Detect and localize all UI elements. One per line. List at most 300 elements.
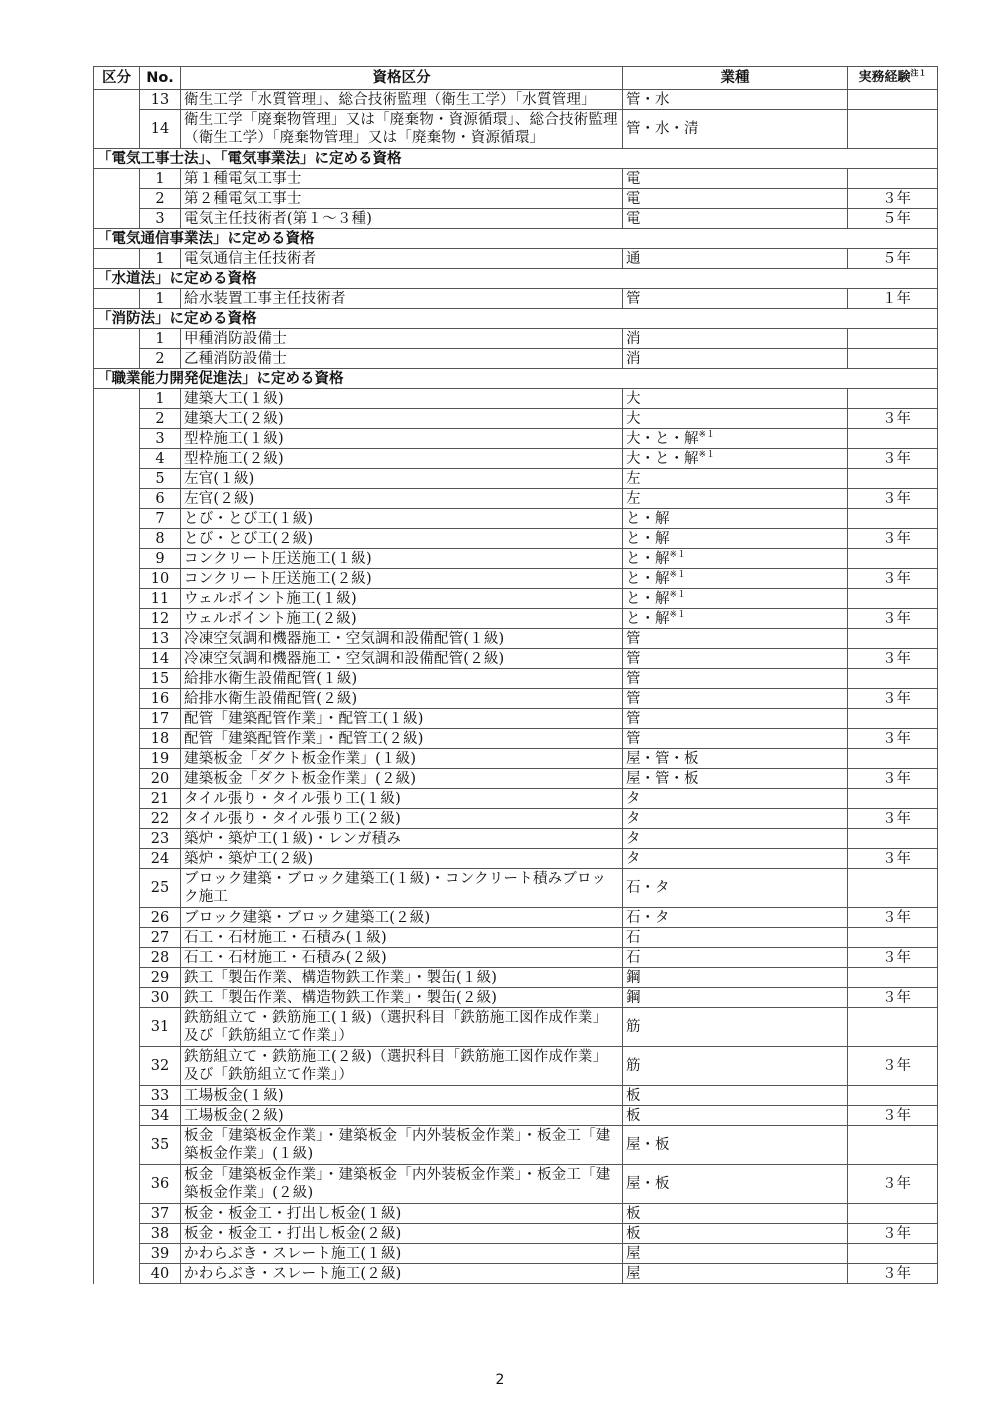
experience-years — [848, 1126, 938, 1165]
gyoshu-cell — [623, 629, 848, 649]
gyoshu-cell — [623, 549, 848, 569]
gyoshu-value: 管 — [626, 670, 641, 687]
qualification-name: とび・とび工(１級) — [181, 509, 623, 529]
experience-years — [848, 469, 938, 489]
row-number: 36 — [140, 1165, 181, 1204]
gyoshu-note: ※１ — [669, 549, 687, 560]
kubun-cell — [94, 469, 140, 489]
row-number: 6 — [140, 489, 181, 509]
gyoshu-cell — [623, 749, 848, 769]
section-title: 「職業能力開発促進法」に定める資格 — [94, 369, 938, 389]
experience-years: ３年 — [848, 649, 938, 669]
experience-years — [848, 749, 938, 769]
qualification-name: タイル張り・タイル張り工(２級) — [181, 809, 623, 829]
table-row — [94, 169, 938, 189]
table-row — [94, 189, 938, 209]
row-number: 22 — [140, 809, 181, 829]
qualification-name: 鉄筋組立て・鉄筋施工(１級)（選択科目「鉄筋施工図作成作業」及び「鉄筋組立て作業」） — [181, 1008, 623, 1047]
row-number: 1 — [140, 289, 181, 309]
kubun-cell — [94, 1224, 140, 1244]
experience-years — [848, 169, 938, 189]
table-row — [94, 968, 938, 988]
kubun-cell — [94, 1264, 140, 1284]
row-number: 2 — [140, 409, 181, 429]
row-number: 2 — [140, 189, 181, 209]
qualification-name: 建築大工(１級) — [181, 389, 623, 409]
table-row — [94, 1165, 938, 1204]
gyoshu-value: 電 — [626, 170, 641, 187]
qualification-name: ウェルポイント施工(１級) — [181, 589, 623, 609]
experience-years — [848, 928, 938, 948]
gyoshu-cell — [623, 908, 848, 928]
qualification-name: 冷凍空気調和機器施工・空気調和設備配管(１級) — [181, 629, 623, 649]
gyoshu-cell — [623, 1165, 848, 1204]
section-title: 「電気工事士法」、「電気事業法」に定める資格 — [94, 149, 938, 169]
table-row — [94, 629, 938, 649]
table-row — [94, 1244, 938, 1264]
row-number: 5 — [140, 469, 181, 489]
qualification-name: 衛生工学「水質管理」、総合技術監理（衛生工学）「水質管理」 — [181, 90, 623, 110]
qualification-table-page — [93, 66, 937, 1284]
row-number: 27 — [140, 928, 181, 948]
kubun-cell — [94, 189, 140, 209]
row-number: 20 — [140, 769, 181, 789]
gyoshu-cell — [623, 928, 848, 948]
row-number: 1 — [140, 389, 181, 409]
kubun-cell — [94, 1165, 140, 1204]
gyoshu-cell — [623, 1106, 848, 1126]
table-row — [94, 90, 938, 110]
gyoshu-value: と・解 — [626, 570, 670, 587]
gyoshu-cell — [623, 729, 848, 749]
experience-years — [848, 968, 938, 988]
kubun-cell — [94, 489, 140, 509]
gyoshu-cell — [623, 769, 848, 789]
row-number: 10 — [140, 569, 181, 589]
table-row — [94, 429, 938, 449]
gyoshu-cell — [623, 709, 848, 729]
experience-years: ３年 — [848, 849, 938, 869]
kubun-cell — [94, 589, 140, 609]
kubun-cell — [94, 928, 140, 948]
header-jitsumu-label: 実務経験 — [858, 70, 911, 85]
qualification-name: 第１種電気工事士 — [181, 169, 623, 189]
table-row — [94, 1126, 938, 1165]
experience-years: ５年 — [848, 209, 938, 229]
table-row — [94, 1086, 938, 1106]
experience-years: ３年 — [848, 729, 938, 749]
table-row — [94, 289, 938, 309]
experience-years: ３年 — [848, 189, 938, 209]
table-row — [94, 329, 938, 349]
kubun-cell — [94, 110, 140, 149]
qualification-name: 左官(１級) — [181, 469, 623, 489]
qualification-name: タイル張り・タイル張り工(１級) — [181, 789, 623, 809]
kubun-cell — [94, 709, 140, 729]
experience-years — [848, 1086, 938, 1106]
row-number: 1 — [140, 329, 181, 349]
gyoshu-value: 板 — [626, 1107, 641, 1124]
gyoshu-value: 管 — [626, 710, 641, 727]
gyoshu-value: 石 — [626, 929, 641, 946]
gyoshu-note: ※１ — [698, 429, 716, 440]
table-row — [94, 709, 938, 729]
table-row — [94, 1106, 938, 1126]
row-number: 30 — [140, 988, 181, 1008]
experience-years — [848, 429, 938, 449]
row-number: 21 — [140, 789, 181, 809]
gyoshu-cell — [623, 1244, 848, 1264]
table-row — [94, 988, 938, 1008]
gyoshu-value: 管・水・清 — [626, 121, 699, 137]
qualification-name: ブロック建築・ブロック建築工(１級)・コンクリート積みブロック施工 — [181, 869, 623, 908]
kubun-cell — [94, 669, 140, 689]
gyoshu-cell — [623, 1126, 848, 1165]
experience-years — [848, 389, 938, 409]
qualification-name: 板金・板金工・打出し板金(２級) — [181, 1224, 623, 1244]
experience-years — [848, 829, 938, 849]
gyoshu-cell — [623, 489, 848, 509]
gyoshu-value: 通 — [626, 250, 641, 267]
experience-years — [848, 90, 938, 110]
row-number: 13 — [140, 90, 181, 110]
row-number: 26 — [140, 908, 181, 928]
gyoshu-note: ※１ — [698, 449, 716, 460]
row-number: 1 — [140, 169, 181, 189]
row-number: 14 — [140, 110, 181, 149]
table-row — [94, 849, 938, 869]
table-row — [94, 1224, 938, 1244]
table-row — [94, 1047, 938, 1086]
gyoshu-cell — [623, 449, 848, 469]
gyoshu-cell — [623, 429, 848, 449]
qualification-name: 電気主任技術者(第１～３種) — [181, 209, 623, 229]
row-number: 39 — [140, 1244, 181, 1264]
experience-years: ３年 — [848, 988, 938, 1008]
gyoshu-cell — [623, 1086, 848, 1106]
kubun-cell — [94, 649, 140, 669]
qualification-name: とび・とび工(２級) — [181, 529, 623, 549]
row-number: 29 — [140, 968, 181, 988]
experience-years — [848, 629, 938, 649]
kubun-cell — [94, 1126, 140, 1165]
table-row — [94, 110, 938, 149]
experience-years — [848, 549, 938, 569]
gyoshu-cell — [623, 589, 848, 609]
qualification-name: ブロック建築・ブロック建築工(２級) — [181, 908, 623, 928]
section-title: 「電気通信事業法」に定める資格 — [94, 229, 938, 249]
experience-years: ３年 — [848, 1047, 938, 1086]
experience-years: ３年 — [848, 1165, 938, 1204]
row-number: 2 — [140, 349, 181, 369]
gyoshu-value: タ — [626, 810, 641, 827]
qualification-name: 配管「建築配管作業」・配管工(２級) — [181, 729, 623, 749]
row-number: 33 — [140, 1086, 181, 1106]
experience-years — [848, 669, 938, 689]
table-row — [94, 649, 938, 669]
kubun-cell — [94, 988, 140, 1008]
gyoshu-value: タ — [626, 850, 641, 867]
header-kubun: 区分 — [94, 67, 140, 90]
kubun-cell — [94, 529, 140, 549]
gyoshu-value: 屋・管・板 — [626, 750, 699, 767]
gyoshu-cell — [623, 1047, 848, 1086]
section-header-row — [94, 269, 938, 289]
row-number: 8 — [140, 529, 181, 549]
table-body — [94, 90, 938, 1284]
header-shikaku: 資格区分 — [181, 67, 623, 90]
gyoshu-value: 鋼 — [626, 989, 641, 1006]
table-row — [94, 789, 938, 809]
gyoshu-value: 鋼 — [626, 969, 641, 986]
header-jitsumu — [848, 67, 938, 90]
gyoshu-value: 左 — [626, 490, 641, 507]
experience-years: ３年 — [848, 908, 938, 928]
gyoshu-cell — [623, 289, 848, 309]
section-header-row — [94, 369, 938, 389]
experience-years — [848, 589, 938, 609]
qualification-name: 築炉・築炉工(１級)・レンガ積み — [181, 829, 623, 849]
gyoshu-value: 板 — [626, 1087, 641, 1104]
gyoshu-cell — [623, 609, 848, 629]
table-row — [94, 589, 938, 609]
gyoshu-cell — [623, 1008, 848, 1047]
gyoshu-cell — [623, 469, 848, 489]
row-number: 32 — [140, 1047, 181, 1086]
gyoshu-cell — [623, 849, 848, 869]
gyoshu-cell — [623, 948, 848, 968]
gyoshu-cell — [623, 509, 848, 529]
kubun-cell — [94, 809, 140, 829]
kubun-cell — [94, 1204, 140, 1224]
experience-years: ３年 — [848, 948, 938, 968]
section-header-row — [94, 149, 938, 169]
table-row — [94, 948, 938, 968]
gyoshu-value: 板 — [626, 1205, 641, 1222]
gyoshu-value: 屋・板 — [626, 1176, 670, 1192]
qualification-name: 石工・石材施工・石積み(２級) — [181, 948, 623, 968]
kubun-cell — [94, 1244, 140, 1264]
table-row — [94, 928, 938, 948]
section-title: 「水道法」に定める資格 — [94, 269, 938, 289]
gyoshu-cell — [623, 809, 848, 829]
table-row — [94, 449, 938, 469]
kubun-cell — [94, 449, 140, 469]
gyoshu-value: 大・と・解 — [626, 450, 699, 467]
kubun-cell — [94, 169, 140, 189]
kubun-cell — [94, 948, 140, 968]
kubun-cell — [94, 1047, 140, 1086]
gyoshu-value: 筋 — [626, 1019, 641, 1035]
kubun-cell — [94, 869, 140, 908]
kubun-cell — [94, 789, 140, 809]
header-no: No. — [140, 67, 181, 90]
experience-years: ３年 — [848, 809, 938, 829]
row-number: 40 — [140, 1264, 181, 1284]
kubun-cell — [94, 429, 140, 449]
experience-years — [848, 869, 938, 908]
gyoshu-value: 大 — [626, 390, 641, 407]
experience-years: ３年 — [848, 1264, 938, 1284]
gyoshu-value: タ — [626, 790, 641, 807]
kubun-cell — [94, 1106, 140, 1126]
gyoshu-cell — [623, 209, 848, 229]
gyoshu-value: と・解 — [626, 530, 670, 547]
qualification-name: 配管「建築配管作業」・配管工(１級) — [181, 709, 623, 729]
qualification-name: 築炉・築炉工(２級) — [181, 849, 623, 869]
experience-years — [848, 349, 938, 369]
gyoshu-value: 電 — [626, 190, 641, 207]
row-number: 3 — [140, 429, 181, 449]
gyoshu-cell — [623, 169, 848, 189]
gyoshu-cell — [623, 1264, 848, 1284]
qualification-name: 給水装置工事主任技術者 — [181, 289, 623, 309]
section-header-row — [94, 309, 938, 329]
gyoshu-value: 管 — [626, 650, 641, 667]
table-row — [94, 529, 938, 549]
gyoshu-cell — [623, 389, 848, 409]
experience-years — [848, 789, 938, 809]
qualification-name: 給排水衛生設備配管(１級) — [181, 669, 623, 689]
row-number: 24 — [140, 849, 181, 869]
qualification-name: 型枠施工(１級) — [181, 429, 623, 449]
qualification-name: 建築大工(２級) — [181, 409, 623, 429]
gyoshu-cell — [623, 189, 848, 209]
experience-years: ３年 — [848, 769, 938, 789]
row-number: 25 — [140, 869, 181, 908]
row-number: 35 — [140, 1126, 181, 1165]
kubun-cell — [94, 249, 140, 269]
row-number: 19 — [140, 749, 181, 769]
kubun-cell — [94, 968, 140, 988]
page-number: 2 — [495, 1372, 505, 1388]
experience-years — [848, 329, 938, 349]
row-number: 37 — [140, 1204, 181, 1224]
table-row — [94, 769, 938, 789]
gyoshu-cell — [623, 349, 848, 369]
gyoshu-value: 管 — [626, 630, 641, 647]
kubun-cell — [94, 90, 140, 110]
gyoshu-cell — [623, 110, 848, 149]
kubun-cell — [94, 689, 140, 709]
qualification-name: コンクリート圧送施工(２級) — [181, 569, 623, 589]
section-header-row — [94, 229, 938, 249]
kubun-cell — [94, 749, 140, 769]
table-header-row — [94, 67, 938, 90]
table-row — [94, 1264, 938, 1284]
row-number: 38 — [140, 1224, 181, 1244]
table-row — [94, 509, 938, 529]
gyoshu-value: と・解 — [626, 610, 670, 627]
table-row — [94, 489, 938, 509]
section-title: 「消防法」に定める資格 — [94, 309, 938, 329]
gyoshu-value: 石・タ — [626, 880, 670, 896]
qualification-name: 型枠施工(２級) — [181, 449, 623, 469]
gyoshu-value: 屋・管・板 — [626, 770, 699, 787]
qualification-name: 石工・石材施工・石積み(１級) — [181, 928, 623, 948]
table-row — [94, 469, 938, 489]
qualification-name: 電気通信主任技術者 — [181, 249, 623, 269]
kubun-cell — [94, 409, 140, 429]
qualification-name: コンクリート圧送施工(１級) — [181, 549, 623, 569]
table-row — [94, 249, 938, 269]
kubun-cell — [94, 1086, 140, 1106]
gyoshu-value: 電 — [626, 210, 641, 227]
table-row — [94, 349, 938, 369]
qualification-table — [93, 66, 938, 1284]
kubun-cell — [94, 829, 140, 849]
row-number: 23 — [140, 829, 181, 849]
qualification-name: 板金「建築板金作業」・建築板金「内外装板金作業」・板金工「建築板金作業」(１級) — [181, 1126, 623, 1165]
experience-years: ３年 — [848, 1224, 938, 1244]
kubun-cell — [94, 349, 140, 369]
qualification-name: 給排水衛生設備配管(２級) — [181, 689, 623, 709]
kubun-cell — [94, 609, 140, 629]
experience-years — [848, 509, 938, 529]
gyoshu-value: 消 — [626, 330, 641, 347]
qualification-name: 乙種消防設備士 — [181, 349, 623, 369]
gyoshu-cell — [623, 529, 848, 549]
experience-years: ３年 — [848, 529, 938, 549]
gyoshu-value: 屋 — [626, 1245, 641, 1262]
gyoshu-cell — [623, 249, 848, 269]
qualification-name: ウェルポイント施工(２級) — [181, 609, 623, 629]
header-gyoshu: 業種 — [623, 67, 848, 90]
row-number: 9 — [140, 549, 181, 569]
qualification-name: 左官(２級) — [181, 489, 623, 509]
qualification-name: 冷凍空気調和機器施工・空気調和設備配管(２級) — [181, 649, 623, 669]
gyoshu-note: ※１ — [669, 609, 687, 620]
gyoshu-cell — [623, 789, 848, 809]
row-number: 18 — [140, 729, 181, 749]
kubun-cell — [94, 1008, 140, 1047]
qualification-name: 板金「建築板金作業」・建築板金「内外装板金作業」・板金工「建築板金作業」(２級) — [181, 1165, 623, 1204]
table-row — [94, 908, 938, 928]
gyoshu-value: 屋 — [626, 1265, 641, 1282]
table-row — [94, 389, 938, 409]
experience-years: ３年 — [848, 569, 938, 589]
gyoshu-value: 管 — [626, 290, 641, 307]
experience-years: ３年 — [848, 489, 938, 509]
row-number: 11 — [140, 589, 181, 609]
kubun-cell — [94, 209, 140, 229]
row-number: 7 — [140, 509, 181, 529]
table-row — [94, 609, 938, 629]
gyoshu-cell — [623, 669, 848, 689]
gyoshu-value: 管・水 — [626, 91, 670, 108]
qualification-name: 鉄筋組立て・鉄筋施工(２級)（選択科目「鉄筋施工図作成作業」及び「鉄筋組立て作業」） — [181, 1047, 623, 1086]
table-row — [94, 729, 938, 749]
row-number: 4 — [140, 449, 181, 469]
kubun-cell — [94, 849, 140, 869]
row-number: 1 — [140, 249, 181, 269]
kubun-cell — [94, 769, 140, 789]
kubun-cell — [94, 509, 140, 529]
experience-years — [848, 1244, 938, 1264]
gyoshu-value: 石 — [626, 949, 641, 966]
gyoshu-cell — [623, 569, 848, 589]
kubun-cell — [94, 549, 140, 569]
gyoshu-cell — [623, 649, 848, 669]
row-number: 31 — [140, 1008, 181, 1047]
gyoshu-value: 筋 — [626, 1058, 641, 1074]
gyoshu-cell — [623, 968, 848, 988]
experience-years: ３年 — [848, 689, 938, 709]
kubun-cell — [94, 629, 140, 649]
table-row — [94, 1204, 938, 1224]
experience-years: ５年 — [848, 249, 938, 269]
experience-years — [848, 110, 938, 149]
